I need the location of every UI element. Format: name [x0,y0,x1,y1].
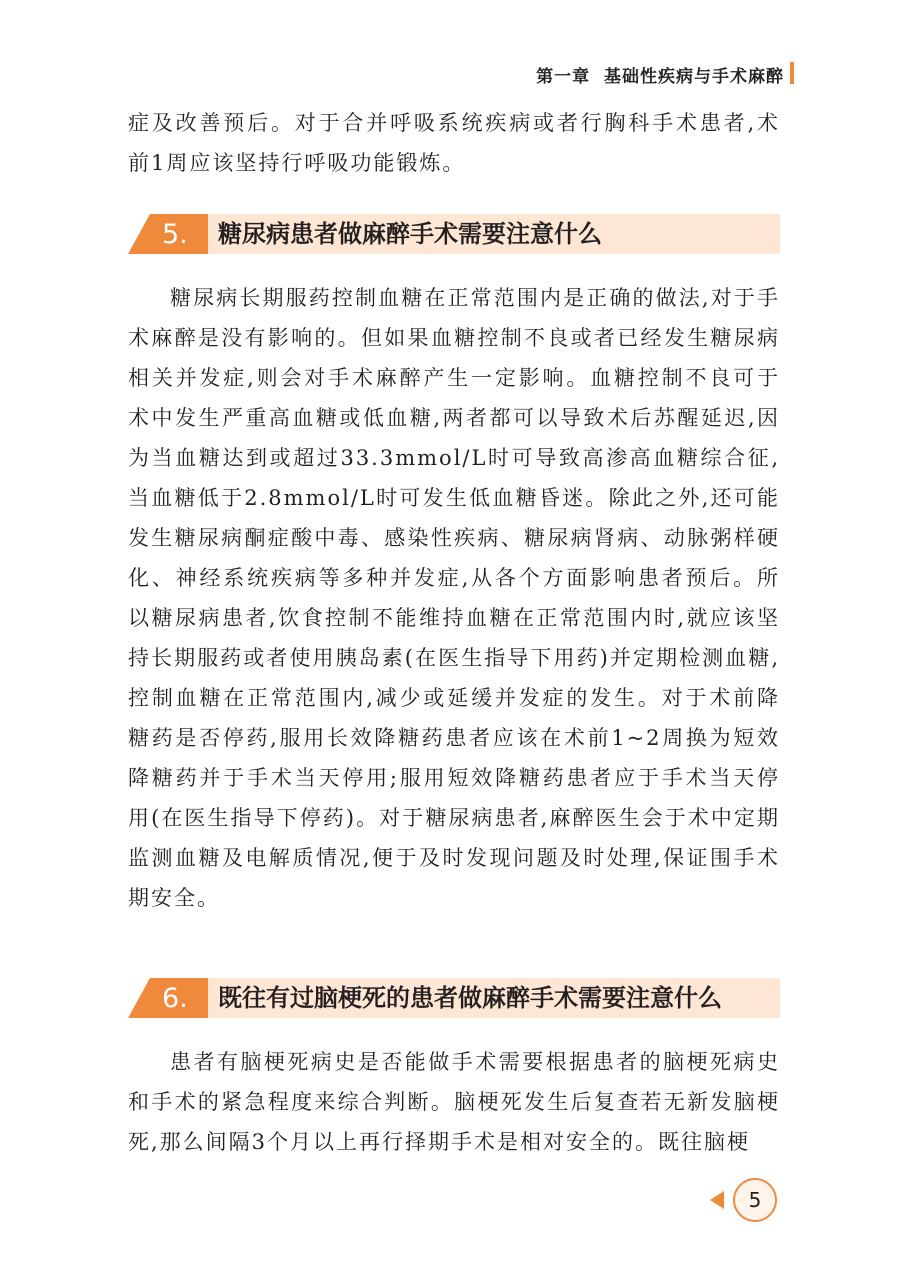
section-6-title: 既往有过脑梗死的患者做麻醉手术需要注意什么 [218,984,722,1012]
section-5-heading [128,214,780,254]
section-5-number: 5. [162,219,188,250]
section-6-paragraph: 患者有脑梗死病史是否能做手术需要根据患者的脑梗死病史和手术的紧急程度来综合判断。脑梗死发生后复查若无新发脑梗死,那么间隔3个月以上再行择期手术是相对安全的。既往脑梗 [128,1050,780,1154]
page-arrow-icon [710,1191,724,1209]
section-5-paragraph: 糖尿病长期服药控制血糖在正常范围内是正确的做法,对于手术麻醉是没有影响的。但如果血糖控制不良或者已经发生糖尿病相关并发症,则会对手术麻醉产生一定影响。血糖控制不良可于术中发生严重高血糖或低血糖,两者都可以导致术后苏醒延迟,因为当血糖达到或超过33.3mmol/L时可导致高渗高血糖综合征,当血糖低于2.8mmol/L时可发生低血糖昏迷。除此之外,还可能发生糖尿病酮症酸中毒、感染性疾病、糖尿病肾病、动脉粥样硬化、神经系统疾病等多种并发症,从各个方面影响患者预后。所以糖尿病患者,饮食控制不能维持血糖在正常范围内时,就应该坚持长期服药或者使用胰岛素(在医生指导下用药)并定期检测血糖,控制血糖在正常范围内,减少或延缓并发症的发生。对于术前降糖药是否停药,服用长效降糖药患者应该在术前1~2周换为短效降糖药并于手术当天停用;服用短效降糖药患者应于手术当天停用(在医生指导下停药)。对于糖尿病患者,麻醉医生会于术中定期监测血糖及电解质情况,便于及时发现问题及时处理,保证围手术期安全。 [128,286,780,910]
section-6-heading [128,978,780,1018]
intro-paragraph: 症及改善预后。对于合并呼吸系统疾病或者行胸科手术患者,术前1周应该坚持行呼吸功能锻炼。 [128,111,780,175]
page-number: 5 [733,1178,777,1222]
section-5-title: 糖尿病患者做麻醉手术需要注意什么 [218,220,602,248]
section-6-number: 6. [162,983,188,1014]
header-accent-bar [790,62,794,84]
chapter-header: 第一章 基础性疾病与手术麻醉 [536,67,784,87]
